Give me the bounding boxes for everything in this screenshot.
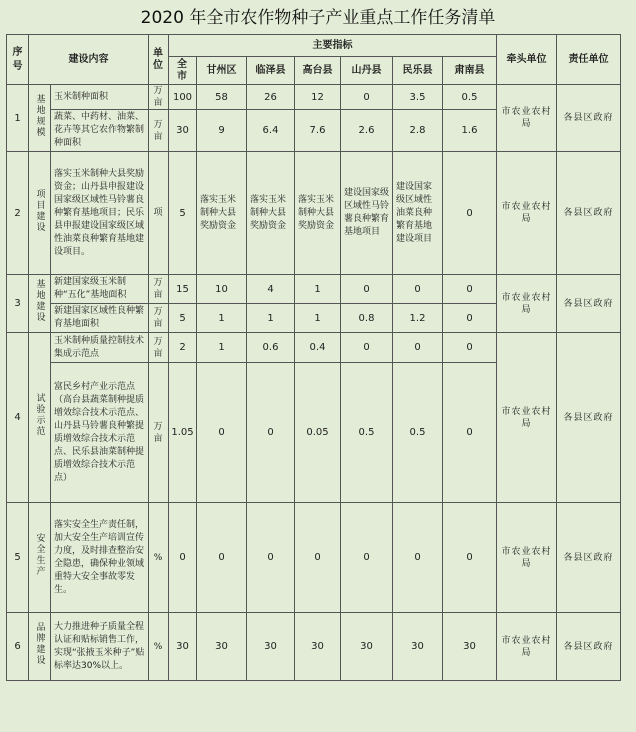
lead-unit-cell: 市农业农村局 bbox=[497, 333, 557, 503]
table-row bbox=[7, 85, 621, 110]
section-number: 4 bbox=[7, 333, 29, 503]
section-name bbox=[29, 613, 51, 681]
unit-cell: 万亩 bbox=[149, 363, 169, 503]
value-cell: 1 bbox=[197, 304, 247, 333]
value-cell: 0 bbox=[443, 275, 497, 304]
value-cell: 落实玉米制种大县奖励资金 bbox=[197, 152, 247, 275]
table-row bbox=[7, 333, 621, 363]
content-cell: 玉米制种面积 bbox=[51, 85, 149, 110]
section-number: 1 bbox=[7, 85, 29, 152]
section-number: 5 bbox=[7, 503, 29, 613]
task-table bbox=[6, 34, 621, 681]
value-cell: 0 bbox=[341, 85, 393, 110]
value-cell: 0.8 bbox=[341, 304, 393, 333]
value-cell: 1.05 bbox=[169, 363, 197, 503]
value-cell: 3.5 bbox=[393, 85, 443, 110]
header-content: 建设内容 bbox=[29, 35, 149, 85]
header-col-city: 全市 bbox=[169, 57, 197, 85]
unit-cell: 万亩 bbox=[149, 275, 169, 304]
header-col-ganzhou: 甘州区 bbox=[197, 57, 247, 85]
value-cell: 100 bbox=[169, 85, 197, 110]
value-cell: 落实玉米制种大县奖励资金 bbox=[247, 152, 295, 275]
value-cell: 6.4 bbox=[247, 110, 295, 152]
value-cell: 10 bbox=[197, 275, 247, 304]
content-cell: 玉米制种质量控制技术集成示范点 bbox=[51, 333, 149, 363]
lead-unit-cell: 市农业农村局 bbox=[497, 152, 557, 275]
value-cell: 0 bbox=[443, 363, 497, 503]
value-cell: 2.8 bbox=[393, 110, 443, 152]
page-title: 2020 年全市农作物种子产业重点工作任务清单 bbox=[140, 8, 496, 28]
unit-cell: 万亩 bbox=[149, 110, 169, 152]
value-cell: 2.6 bbox=[341, 110, 393, 152]
section-name bbox=[29, 275, 51, 333]
section-name bbox=[29, 85, 51, 152]
content-cell: 新建国家区域性良种繁育基地面积 bbox=[51, 304, 149, 333]
section-name-text: 基地建设 bbox=[34, 279, 45, 323]
responsible-unit-cell: 各县区政府 bbox=[557, 613, 621, 681]
section-number: 3 bbox=[7, 275, 29, 333]
header-col-sunan: 肃南县 bbox=[443, 57, 497, 85]
header-lead: 牵头单位 bbox=[497, 35, 557, 85]
unit-cell: % bbox=[149, 503, 169, 613]
value-cell: 0 bbox=[443, 503, 497, 613]
unit-cell: % bbox=[149, 613, 169, 681]
unit-cell: 万亩 bbox=[149, 304, 169, 333]
table-row bbox=[7, 503, 621, 613]
value-cell: 落实玉米制种大县奖励资金 bbox=[295, 152, 341, 275]
responsible-unit-cell: 各县区政府 bbox=[557, 152, 621, 275]
value-cell: 30 bbox=[393, 613, 443, 681]
value-cell: 30 bbox=[169, 110, 197, 152]
section-number: 2 bbox=[7, 152, 29, 275]
value-cell: 26 bbox=[247, 85, 295, 110]
value-cell: 0 bbox=[443, 304, 497, 333]
content-cell: 蔬菜、中药材、油菜、花卉等其它农作物繁制种面积 bbox=[51, 110, 149, 152]
value-cell: 建设国家级区域性马铃薯良种繁育基地项目 bbox=[341, 152, 393, 275]
value-cell: 建设国家级区域性油菜良种繁育基地建设项目 bbox=[393, 152, 443, 275]
section-number: 6 bbox=[7, 613, 29, 681]
responsible-unit-cell: 各县区政府 bbox=[557, 275, 621, 333]
header-col-gaotai: 高台县 bbox=[295, 57, 341, 85]
unit-cell: 项 bbox=[149, 152, 169, 275]
header-col-minle: 民乐县 bbox=[393, 57, 443, 85]
value-cell: 0.5 bbox=[341, 363, 393, 503]
responsible-unit-cell: 各县区政府 bbox=[557, 85, 621, 152]
value-cell: 9 bbox=[197, 110, 247, 152]
value-cell: 0 bbox=[169, 503, 197, 613]
section-name-text: 试验示范 bbox=[34, 393, 45, 437]
value-cell: 5 bbox=[169, 152, 197, 275]
value-cell: 0 bbox=[393, 503, 443, 613]
header-seq: 序号 bbox=[7, 35, 29, 85]
content-cell: 新建国家级玉米制种“五化”基地面积 bbox=[51, 275, 149, 304]
value-cell: 0 bbox=[393, 275, 443, 304]
value-cell: 0 bbox=[443, 333, 497, 363]
table-row bbox=[7, 152, 621, 275]
value-cell: 1 bbox=[247, 304, 295, 333]
section-name bbox=[29, 152, 51, 275]
value-cell: 2 bbox=[169, 333, 197, 363]
value-cell: 0 bbox=[393, 333, 443, 363]
value-cell: 0 bbox=[197, 503, 247, 613]
value-cell: 12 bbox=[295, 85, 341, 110]
value-cell: 0.4 bbox=[295, 333, 341, 363]
table-row bbox=[7, 275, 621, 304]
header-col-linze: 临泽县 bbox=[247, 57, 295, 85]
lead-unit-cell: 市农业农村局 bbox=[497, 275, 557, 333]
value-cell: 30 bbox=[443, 613, 497, 681]
value-cell: 0 bbox=[197, 363, 247, 503]
section-name-text: 基地规模 bbox=[34, 93, 45, 138]
value-cell: 4 bbox=[247, 275, 295, 304]
value-cell: 1 bbox=[295, 275, 341, 304]
value-cell: 0 bbox=[341, 503, 393, 613]
value-cell: 1 bbox=[197, 333, 247, 363]
value-cell: 0 bbox=[295, 503, 341, 613]
lead-unit-cell: 市农业农村局 bbox=[497, 613, 557, 681]
value-cell: 7.6 bbox=[295, 110, 341, 152]
section-name bbox=[29, 333, 51, 503]
section-name-text: 安全生产 bbox=[34, 533, 45, 577]
value-cell: 1.6 bbox=[443, 110, 497, 152]
value-cell: 0 bbox=[443, 152, 497, 275]
value-cell: 30 bbox=[247, 613, 295, 681]
lead-unit-cell: 市农业农村局 bbox=[497, 85, 557, 152]
value-cell: 30 bbox=[295, 613, 341, 681]
header-indicators: 主要指标 bbox=[169, 35, 497, 57]
value-cell: 58 bbox=[197, 85, 247, 110]
section-name-text: 项目建设 bbox=[34, 188, 45, 233]
unit-cell: 万亩 bbox=[149, 85, 169, 110]
value-cell: 1 bbox=[295, 304, 341, 333]
value-cell: 0.6 bbox=[247, 333, 295, 363]
responsible-unit-cell: 各县区政府 bbox=[557, 503, 621, 613]
content-cell: 落实安全生产责任制，加大安全生产培训宣传力度，及时排查整治安全隐患，确保种业领域重特大安全事故零发生。 bbox=[51, 503, 149, 613]
value-cell: 0.5 bbox=[443, 85, 497, 110]
value-cell: 30 bbox=[341, 613, 393, 681]
section-name bbox=[29, 503, 51, 613]
section-name-text: 品牌建设 bbox=[34, 622, 45, 666]
value-cell: 15 bbox=[169, 275, 197, 304]
value-cell: 0 bbox=[247, 503, 295, 613]
value-cell: 5 bbox=[169, 304, 197, 333]
lead-unit-cell: 市农业农村局 bbox=[497, 503, 557, 613]
header-resp: 责任单位 bbox=[557, 35, 621, 85]
value-cell: 0 bbox=[341, 275, 393, 304]
content-cell: 富民乡村产业示范点（高台县蔬菜制种提质增效综合技术示范点、山丹县马铃薯良种繁提质增效综合技术示范点、民乐县油菜制种提质增效综合技术示范点） bbox=[51, 363, 149, 503]
value-cell: 0 bbox=[247, 363, 295, 503]
unit-cell: 万亩 bbox=[149, 333, 169, 363]
value-cell: 0 bbox=[341, 333, 393, 363]
value-cell: 30 bbox=[169, 613, 197, 681]
content-cell: 大力推进种子质量全程认证和贴标销售工作，实现“张掖玉米种子”贴标率达30%以上。 bbox=[51, 613, 149, 681]
header-unit: 单位 bbox=[149, 35, 169, 85]
responsible-unit-cell: 各县区政府 bbox=[557, 333, 621, 503]
value-cell: 0.5 bbox=[393, 363, 443, 503]
value-cell: 1.2 bbox=[393, 304, 443, 333]
table-row bbox=[7, 613, 621, 681]
header-col-shandan: 山丹县 bbox=[341, 57, 393, 85]
content-cell: 落实玉米制种大县奖励资金；山丹县申报建设国家级区域性马铃薯良种繁育基地项目；民乐县申报建设国家级区域性油菜良种繁育基地建设项目。 bbox=[51, 152, 149, 275]
value-cell: 30 bbox=[197, 613, 247, 681]
value-cell: 0.05 bbox=[295, 363, 341, 503]
